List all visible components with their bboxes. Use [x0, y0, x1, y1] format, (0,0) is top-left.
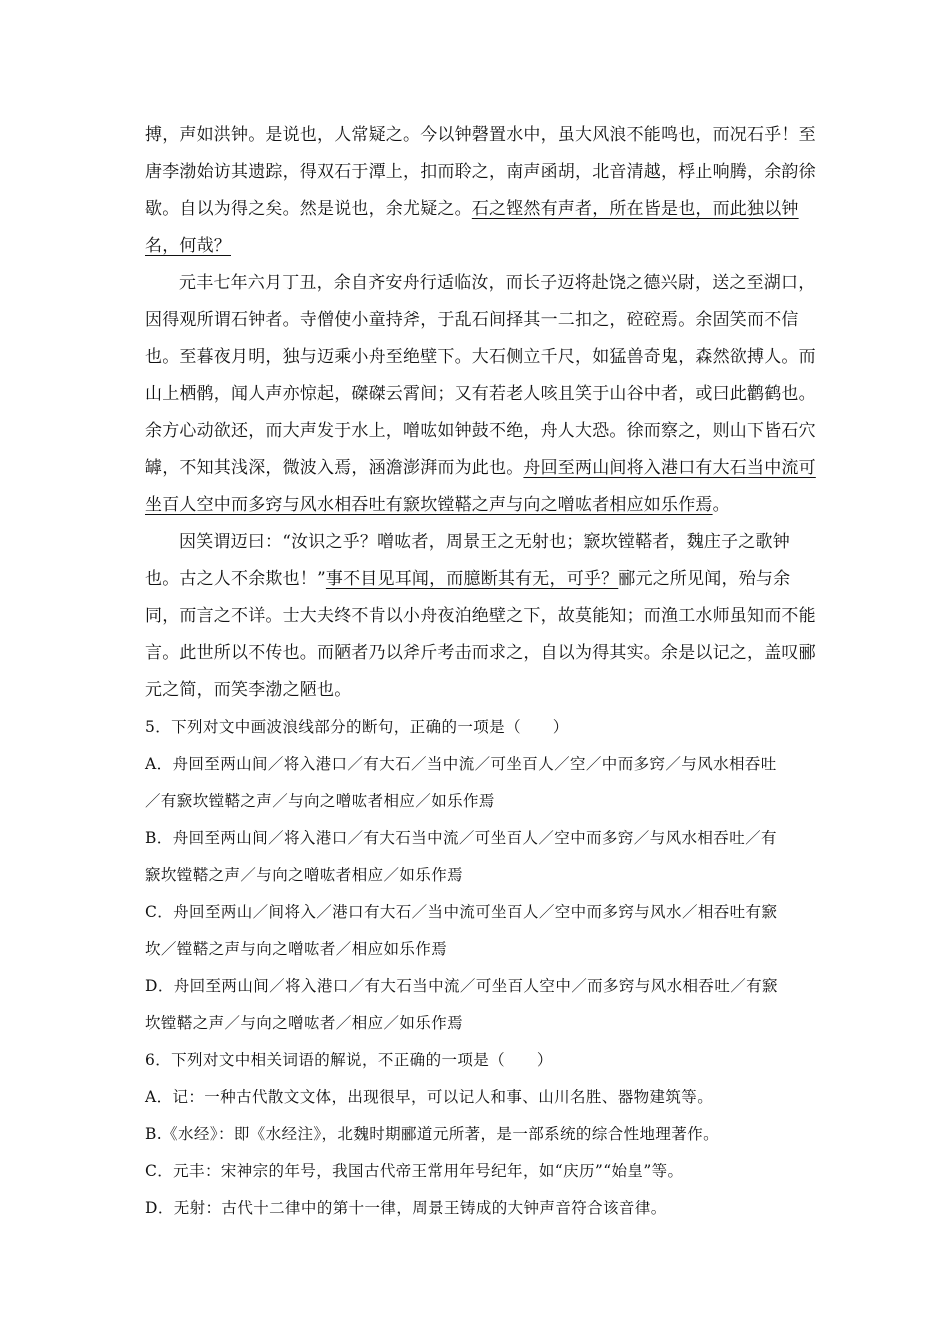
option-a: A．舟回至两山间／将入港口／有大石／当中流／可坐百人／空／中而多窍／与风水相吞吐: [145, 755, 777, 773]
passage-paragraph-1: [145, 117, 816, 265]
text-line: 余方心动欲还，而大声发于水上，噌吰如钟鼓不绝，舟人大恐。徐而察之，则山下皆石穴: [145, 421, 816, 441]
question-stem: 5．下列对文中画波浪线部分的断句，正确的一项是（ ）: [145, 718, 569, 736]
option-b-continued: 窾坎镗鞳之声／与向之噌吰者相应／如乐作焉: [145, 866, 464, 884]
wavy-underlined-segment: 坐百人空中而多窍与风水相吞吐有窾坎镗鞳之声与向之噌吰者相应如乐作焉: [145, 495, 713, 515]
text-line: 山上栖鹘，闻人声亦惊起，磔磔云霄间；又有若老人咳且笑于山谷中者，或曰此鹳鹤也。: [145, 384, 816, 404]
text-segment: 也。古之人不余欺也！”: [145, 569, 326, 589]
text-line: 元丰七年六月丁丑，余自齐安舟行适临汝，而长子迈将赴饶之德兴尉，送之至湖口，: [179, 273, 816, 293]
option-c-continued: 坎／镗鞳之声与向之噌吰者／相应如乐作焉: [145, 940, 448, 958]
text-segment: 歇。自以为得之矣。然是说也，余尤疑之。: [145, 199, 472, 219]
text-line: [145, 450, 816, 487]
wavy-underlined-segment: 舟回至两山间将入港口有大石当中流可: [523, 458, 816, 478]
text-line: [145, 228, 810, 265]
text-line: [145, 561, 810, 598]
text-segment: 罅，不知其浅深，微波入焉，涵澹澎湃而为此也。: [145, 458, 524, 478]
text-line: 言。此世所以不传也。而陋者乃以斧斤考击而求之，自以为得其实。余是以记之，盖叹郦: [145, 643, 816, 663]
text-line: [145, 191, 810, 228]
text-line: 唐李渤始访其遗踪，得双石于潭上，扣而聆之，南声函胡，北音清越，桴止响腾，余韵徐: [145, 162, 816, 182]
underlined-segment: 事不目见耳闻，而臆断其有无，可乎？: [325, 569, 619, 589]
question-stem: 6．下列对文中相关词语的解说，不正确的一项是（ ）: [145, 1051, 553, 1069]
option-d: D．舟回至两山间／将入港口／有大石当中流／可坐百人空中／而多窍与风水相吞吐／有窾: [145, 977, 778, 995]
text-segment: 郦元之所见闻，殆与余: [618, 569, 791, 589]
question-6: [145, 1042, 810, 1227]
option-c: C．舟回至两山／间将入／港口有大石／当中流可坐百人／空中而多窍与风水／相吞吐有窾: [145, 903, 778, 921]
text-line: 因得观所谓石钟者。寺僧使小童持斧，于乱石间择其一二扣之，硿硿焉。余固笑而不信: [145, 310, 799, 330]
text-line: 因笑谓迈曰：“汝识之乎？噌吰者，周景王之无射也；窾坎镗鞳者，魏庄子之歌钟: [179, 532, 790, 552]
underlined-segment: 石之铿然有声者，所在皆是也，而此独以钟: [471, 199, 799, 219]
document-page: [145, 117, 816, 1227]
option-c: C．元丰：宋神宗的年号，我国古代帝王常用年号纪年，如“庆历”“始皇”等。: [145, 1162, 684, 1180]
text-line: 也。至暮夜月明，独与迈乘小舟至绝壁下。大石侧立千尺，如猛兽奇鬼，森然欲搏人。而: [145, 347, 816, 367]
option-b: B.《水经》：即《水经注》，北魏时期郦道元所著，是一部系统的综合性地理著作。: [145, 1125, 720, 1143]
text-segment: 。: [712, 495, 730, 515]
passage-paragraph-3: [145, 524, 816, 709]
text-line: [145, 487, 810, 524]
text-line: 同，而言之不详。士大夫终不肯以小舟夜泊绝壁之下，故莫能知；而渔工水师虽知而不能: [145, 606, 816, 626]
option-b: B．舟回至两山间／将入港口／有大石当中流／可坐百人／空中而多窍／与风水相吞吐／有: [145, 829, 777, 847]
question-5: [145, 709, 810, 1042]
text-line: 搏，声如洪钟。是说也，人常疑之。今以钟磬置水中，虽大风浪不能鸣也，而况石乎！至: [145, 125, 816, 145]
option-d: D．无射：古代十二律中的第十一律，周景王铸成的大钟声音符合该音律。: [145, 1199, 667, 1217]
option-d-continued: 坎镗鞳之声／与向之噌吰者／相应／如乐作焉: [145, 1014, 464, 1032]
passage-paragraph-2: [145, 265, 816, 524]
text-line: 元之简，而笑李渤之陋也。: [145, 680, 352, 700]
option-a-continued: ／有窾坎镗鞳之声／与向之噌吰者相应／如乐作焉: [145, 792, 495, 810]
option-a: A．记：一种古代散文文体，出现很早，可以记人和事、山川名胜、器物建筑等。: [145, 1088, 714, 1106]
underlined-segment: 名，何哉？: [145, 236, 231, 256]
